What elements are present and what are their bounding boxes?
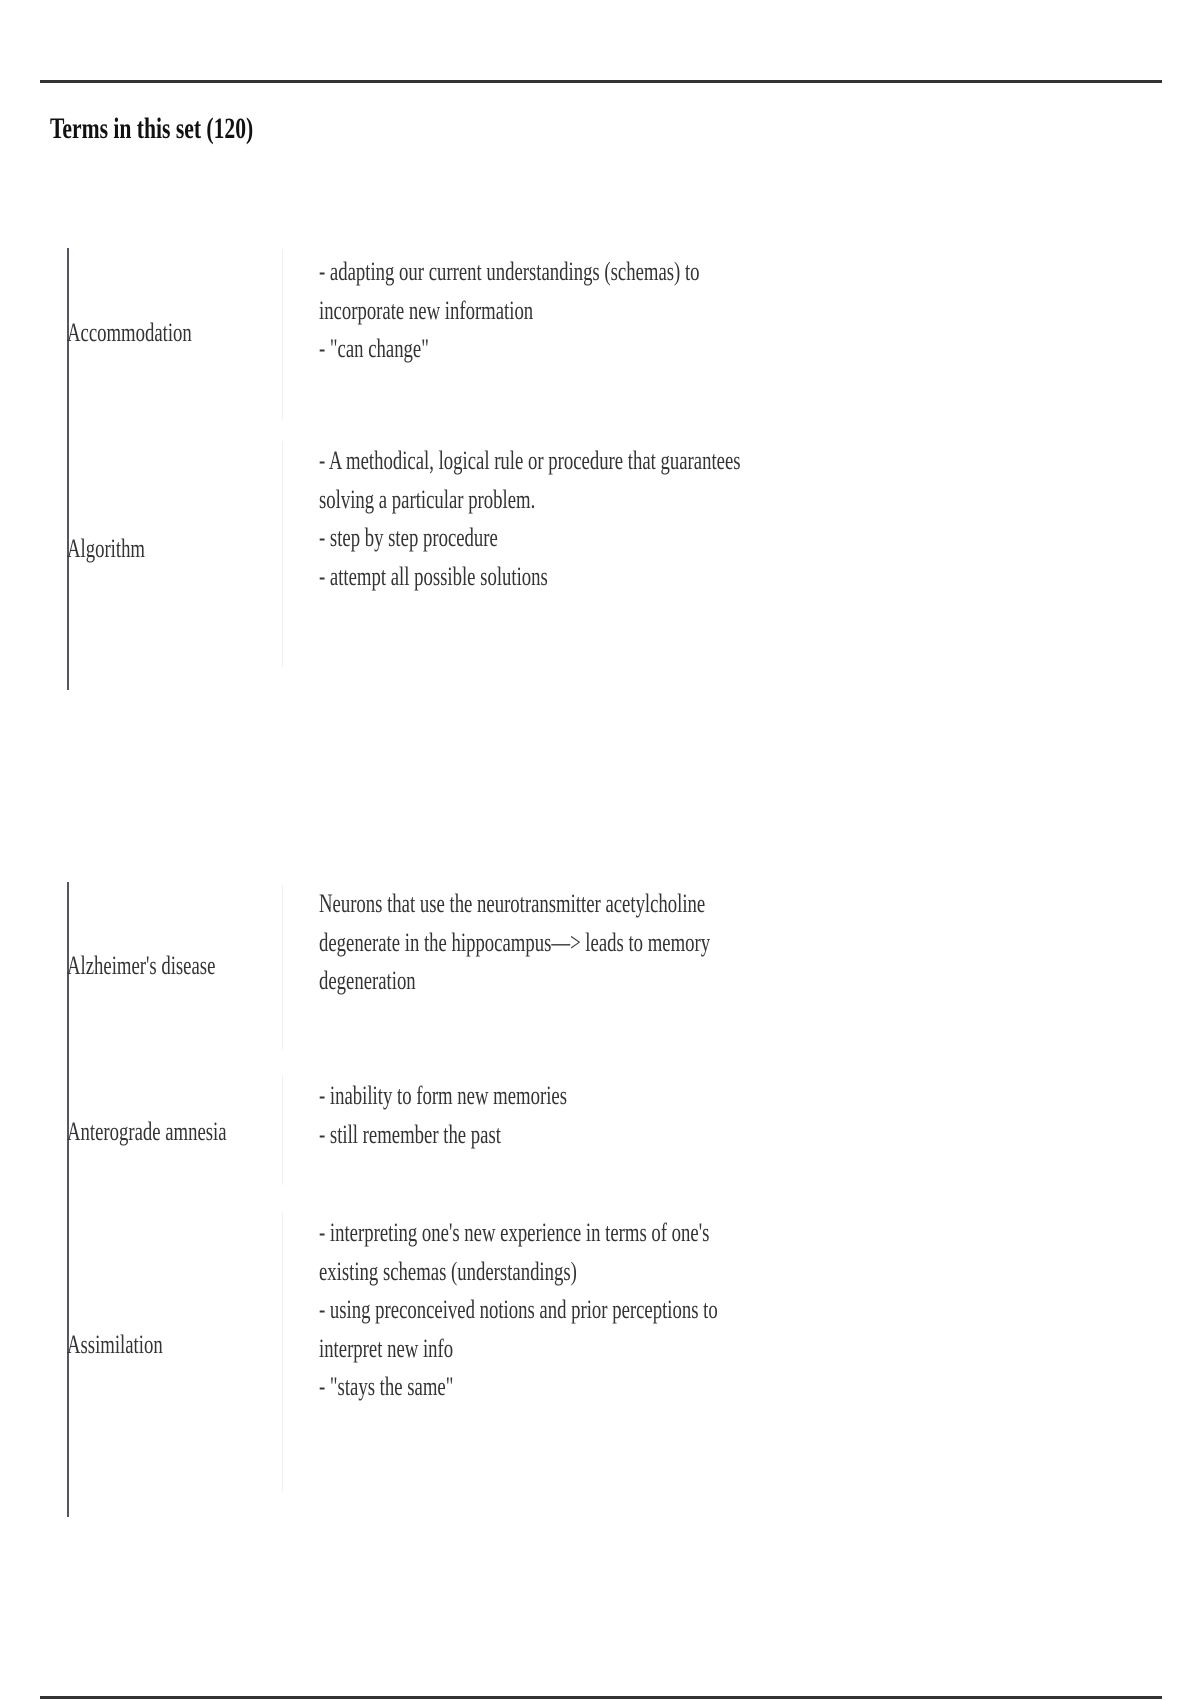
definition xyxy=(319,885,879,1001)
definition-line: degeneration xyxy=(319,966,416,995)
card-divider xyxy=(282,442,283,667)
card-divider xyxy=(282,885,283,1050)
definition-line: - using preconceived notions and prior perceptions to xyxy=(319,1295,718,1324)
term-label: Anterograde amnesia xyxy=(67,1117,227,1146)
bottom-rule xyxy=(40,1696,1162,1699)
definition-line: solving a particular problem. xyxy=(319,484,536,514)
definition xyxy=(319,253,879,369)
definition xyxy=(319,1077,879,1154)
term-card-assimilation xyxy=(67,1212,867,1492)
term-label: Assimilation xyxy=(67,1330,163,1359)
definition xyxy=(319,442,879,596)
term-card-algorithm xyxy=(67,442,867,667)
definition-line: - inability to form new memories xyxy=(319,1081,567,1110)
definition-line: - "can change" xyxy=(319,334,429,363)
term-card-accommodation xyxy=(67,250,867,420)
definition-line: Neurons that use the neurotransmitter acetylcholine xyxy=(319,889,706,918)
definition-line: - A methodical, logical rule or procedure that guarantees xyxy=(319,446,741,475)
definition-line: - still remember the past xyxy=(319,1119,501,1149)
term-label: Algorithm xyxy=(67,534,146,563)
top-rule xyxy=(40,80,1162,83)
term-card-anterograde-amnesia xyxy=(67,1075,867,1185)
card-divider xyxy=(282,1075,283,1185)
term-label: Alzheimer's disease xyxy=(67,951,216,980)
term-label: Accommodation xyxy=(67,318,192,347)
card-divider xyxy=(282,1212,283,1492)
definition-line: interpret new info xyxy=(319,1333,454,1363)
definition-line: existing schemas (understandings) xyxy=(319,1256,577,1286)
definition-line: - adapting our current understandings (schemas) to xyxy=(319,257,700,286)
definition-line: - attempt all possible solutions xyxy=(319,561,548,591)
definition-line: incorporate new information xyxy=(319,295,534,325)
definition-line: - step by step procedure xyxy=(319,523,498,552)
definition-line: - "stays the same" xyxy=(319,1372,454,1401)
term-card-alzheimers-disease xyxy=(67,885,867,1050)
definition-line: - interpreting one's new experience in terms of one's xyxy=(319,1218,710,1247)
definition-line: degenerate in the hippocampus—> leads to memory xyxy=(319,927,711,957)
definition xyxy=(319,1214,879,1407)
page-title: Terms in this set (120) xyxy=(50,112,254,145)
card-divider xyxy=(282,250,283,420)
